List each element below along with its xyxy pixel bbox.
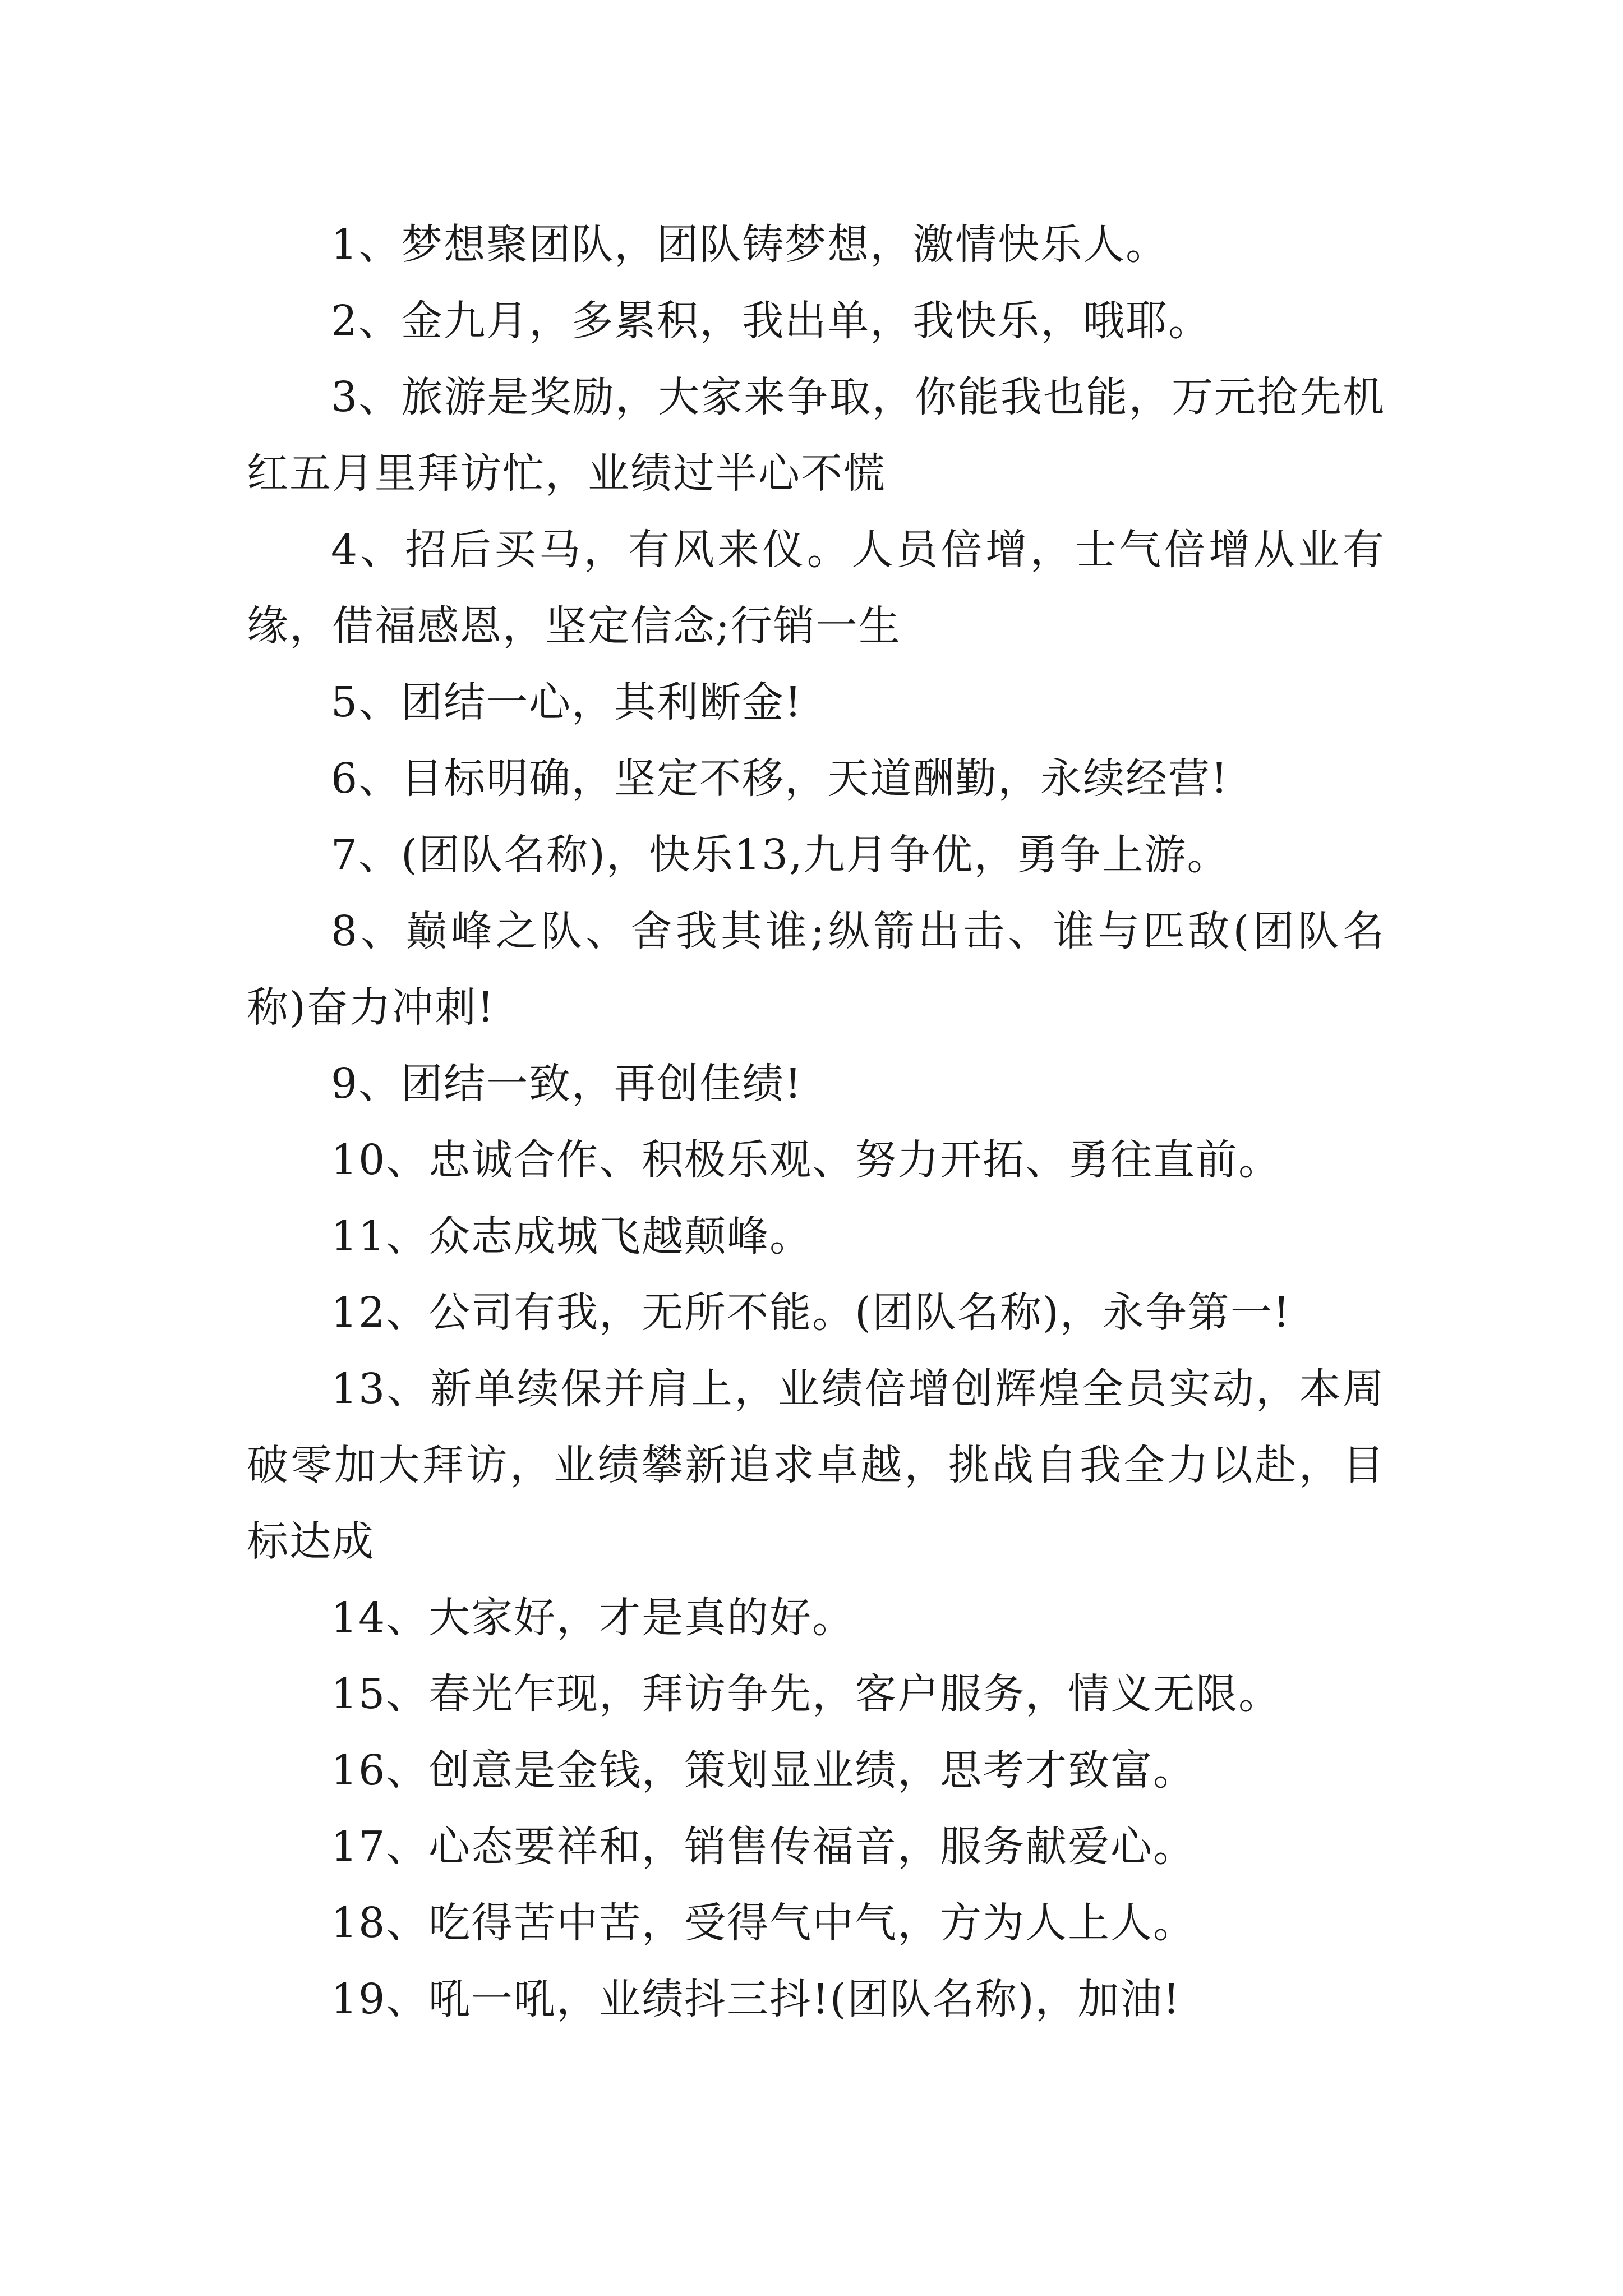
slogan-item: 11、众志成城飞越颠峰。 bbox=[331, 1212, 813, 1260]
slogan-item: 10、忠诚合作、积极乐观、努力开拓、勇往直前。 bbox=[331, 1136, 1281, 1184]
slogan-item: 2、金九月，多累积，我出单，我快乐，哦耶。 bbox=[331, 297, 1211, 345]
slogan-item: 6、目标明确，坚定不移，天道酬勤，永续经营! bbox=[331, 754, 1229, 803]
slogan-item: 17、心态要祥和，销售传福音，服务献爱心。 bbox=[331, 1823, 1196, 1871]
slogan-item: 7、(团队名称)，快乐13,九月争优，勇争上游。 bbox=[331, 831, 1230, 879]
slogan-item: 4、招后买马，有风来仪。人员倍增，士气倍增从业有缘，借福感恩，坚定信念;行销一生 bbox=[247, 526, 1385, 650]
slogan-item: 16、创意是金钱，策划显业绩，思考才致富。 bbox=[331, 1746, 1196, 1795]
slogan-item: 8、巅峰之队、舍我其谁;纵箭出击、谁与匹敌(团队名称)奋力冲刺! bbox=[247, 907, 1385, 1032]
slogan-item: 18、吃得苦中苦，受得气中气，方为人上人。 bbox=[331, 1899, 1196, 1947]
slogan-item: 19、吼一吼，业绩抖三抖!(团队名称)，加油! bbox=[331, 1975, 1181, 2023]
slogan-item: 13、新单续保并肩上，业绩倍增创辉煌全员实动，本周破零加大拜访，业绩攀新追求卓越，挑战自我全力以赴，目标达成 bbox=[247, 1365, 1385, 1566]
slogan-item: 9、团结一致，再创佳绩! bbox=[331, 1060, 803, 1108]
slogan-item: 14、大家好，才是真的好。 bbox=[331, 1594, 855, 1642]
slogan-item: 12、公司有我，无所不能。(团队名称)，永争第一! bbox=[331, 1289, 1291, 1337]
slogan-item: 15、春光乍现，拜访争先，客户服务，情义无限。 bbox=[331, 1670, 1281, 1718]
slogan-item: 3、旅游是奖励，大家来争取，你能我也能，万元抢先机红五月里拜访忙，业绩过半心不慌 bbox=[247, 373, 1385, 498]
slogan-list bbox=[247, 206, 1385, 2037]
slogan-item: 5、团结一心，其利断金! bbox=[331, 678, 803, 726]
slogan-item: 1、梦想聚团队，团队铸梦想，激情快乐人。 bbox=[331, 220, 1169, 269]
